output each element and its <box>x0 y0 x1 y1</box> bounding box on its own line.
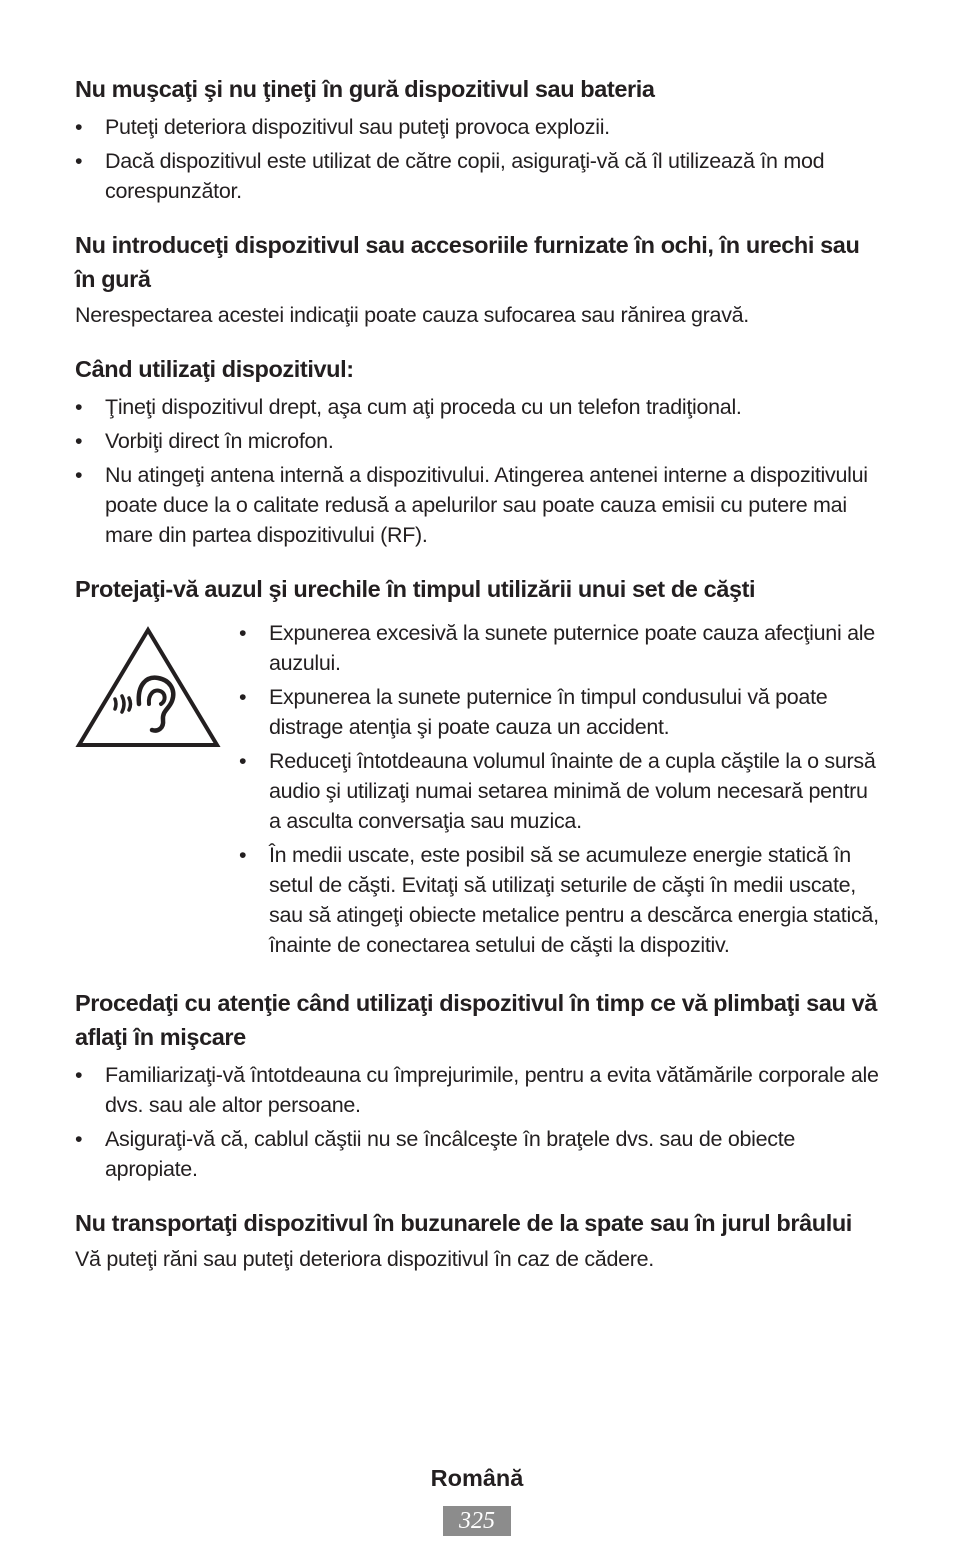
section-text: Vă puteţi răni sau puteţi deteriora dispozitivul în caz de cădere. <box>75 1247 654 1271</box>
section-bite-warning <box>75 72 880 206</box>
section-heading: Procedaţi cu atenţie când utilizaţi dispozitivul în timp ce vă plimbaţi sau vă aflaţi în mişcare <box>75 990 877 1050</box>
list-item: • În medii uscate, este posibil să se acumuleze energie statică în setul de căşti. Evitaţi să utilizaţi seturile de căşti în medii uscate, sau să atingeţi obiecte metalice pentru a descărca energia statică, înainte de conectarea setului de căşti la dispozitiv. <box>239 843 879 957</box>
list-item: • Reduceţi întotdeauna volumul înainte de a cupla căştile la o sursă audio şi utilizaţi numai setarea minimă de volum necesară pentru a asculta conversaţia sau muzica. <box>239 749 876 833</box>
list-item: • Nu atingeţi antena internă a dispozitivului. Atingerea antenei interne a dispozitivului poate duce la o calitate redusă a apelurilor sau poate cauza emisii cu putere mai mare din partea dispozitivului (RF). <box>75 463 868 547</box>
section-walking-caution <box>75 986 880 1184</box>
bullet-list <box>75 112 880 206</box>
section-text: Nerespectarea acestei indicaţii poate cauza sufocarea sau rănirea gravă. <box>75 303 749 327</box>
section-hearing-protection <box>75 572 880 964</box>
bullet-list <box>239 618 880 964</box>
bullet-list <box>75 1060 880 1184</box>
section-heading: Protejaţi-vă auzul şi urechile în timpul utilizării unui set de căşti <box>75 576 756 602</box>
section-eyes-ears-warning <box>75 228 880 330</box>
list-item: • Expunerea la sunete puternice în timpul condusului vă poate distrage atenţia şi poate cauza un accident. <box>239 685 828 739</box>
warning-triangle-icon <box>75 626 221 750</box>
section-when-using <box>75 352 880 550</box>
section-heading: Nu muşcaţi şi nu ţineţi în gură dispozitivul sau bateria <box>75 76 655 102</box>
bullet-list <box>75 392 880 550</box>
list-item: • Vorbiţi direct în microfon. <box>75 429 334 453</box>
section-heading: Nu introduceţi dispozitivul sau accesoriile furnizate în ochi, în urechi sau în gură <box>75 232 860 292</box>
list-item: • Familiarizaţi-vă întotdeauna cu împrejurimile, pentru a evita vătămările corporale ale dvs. sau ale altor persoane. <box>75 1063 879 1117</box>
footer-page <box>0 1506 954 1536</box>
hearing-warning-icon <box>75 612 239 964</box>
list-item: • Ţineţi dispozitivul drept, aşa cum aţi proceda cu un telefon tradiţional. <box>75 395 742 419</box>
section-back-pocket-warning <box>75 1206 880 1274</box>
list-item: • Puteţi deteriora dispozitivul sau puteţi provoca explozii. <box>75 115 610 139</box>
footer-language: Română <box>430 1465 524 1491</box>
icon-and-list <box>75 612 880 964</box>
list-item: • Expunerea excesivă la sunete puternice poate cauza afecţiuni ale auzului. <box>239 621 875 675</box>
list-item: • Asiguraţi-vă că, cablul căştii nu se încâlceşte în braţele dvs. sau de obiecte apropiate. <box>75 1127 796 1181</box>
document-body <box>75 72 880 1296</box>
section-heading: Când utilizaţi dispozitivul: <box>75 356 354 382</box>
section-heading: Nu transportaţi dispozitivul în buzunarele de la spate sau în jurul brâului <box>75 1210 852 1236</box>
list-item: • Dacă dispozitivul este utilizat de către copii, asiguraţi-vă că îl utilizează în mod corespunzător. <box>75 149 825 203</box>
page-number: 325 <box>443 1506 511 1536</box>
